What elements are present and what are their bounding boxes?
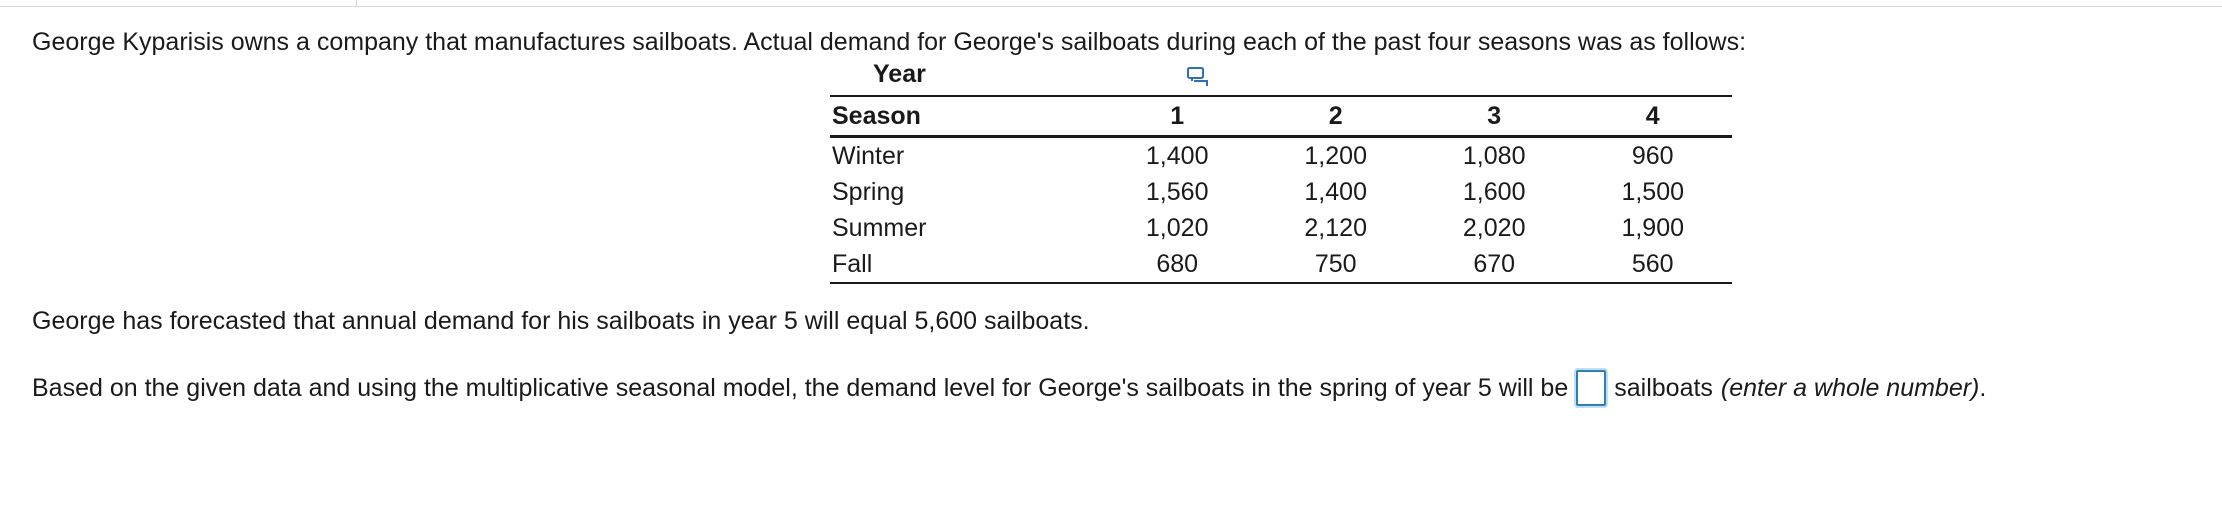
top-divider-tick [356, 0, 357, 6]
season-cell: Winter [832, 142, 905, 170]
question-prefix: Based on the given data and using the multiplicative seasonal model, the demand level for George's sailboats in the spring of year 5 will be [32, 373, 1569, 402]
year-label: Year [873, 60, 926, 88]
table-row [830, 210, 1732, 246]
value-cell: 680 [1098, 246, 1257, 283]
value-cell: 1,500 [1621, 178, 1684, 206]
header-year-4: 4 [1573, 96, 1732, 137]
copy-table-icon[interactable] [1187, 67, 1209, 87]
season-cell: Fall [830, 246, 1098, 283]
value-cell: 1,400 [1304, 178, 1367, 206]
forecast-text: George has forecasted that annual demand for his sailboats in year 5 will equal 5,600 sailboats. [32, 307, 1090, 335]
value-cell: 750 [1256, 246, 1415, 283]
header-year-3: 3 [1415, 96, 1574, 137]
question-end: . [1979, 373, 1987, 402]
season-cell: Summer [832, 214, 927, 242]
table-row [830, 174, 1732, 210]
value-cell: 1,400 [1145, 142, 1209, 170]
header-year-2: 2 [1256, 96, 1415, 137]
question-hint: (enter a whole number) [1720, 373, 1980, 402]
value-cell: 670 [1415, 246, 1574, 283]
table-header-row [830, 96, 1732, 137]
value-cell: 1,600 [1462, 178, 1526, 206]
top-divider [0, 6, 2222, 7]
question-suffix: sailboats [1614, 373, 1713, 402]
value-cell: 1,080 [1462, 142, 1526, 170]
value-cell: 1,560 [1145, 178, 1209, 206]
intro-text: George Kyparisis owns a company that manufactures sailboats. Actual demand for George's sailboats during each of the past four seasons was as follows: [32, 28, 1747, 56]
value-cell: 1,900 [1621, 214, 1684, 242]
header-season: Season [830, 96, 1098, 137]
table-row [830, 246, 1732, 283]
value-cell: 1,200 [1304, 142, 1367, 170]
demand-table [830, 95, 1732, 284]
question-line [32, 370, 1986, 406]
answer-input[interactable] [1576, 370, 1606, 406]
table-row [830, 137, 1732, 175]
header-year-1: 1 [1098, 96, 1257, 137]
value-cell: 960 [1631, 142, 1674, 170]
value-cell: 2,020 [1462, 214, 1526, 242]
season-cell: Spring [832, 178, 905, 206]
value-cell: 2,120 [1304, 214, 1367, 242]
value-cell: 560 [1573, 246, 1732, 283]
value-cell: 1,020 [1145, 214, 1209, 242]
